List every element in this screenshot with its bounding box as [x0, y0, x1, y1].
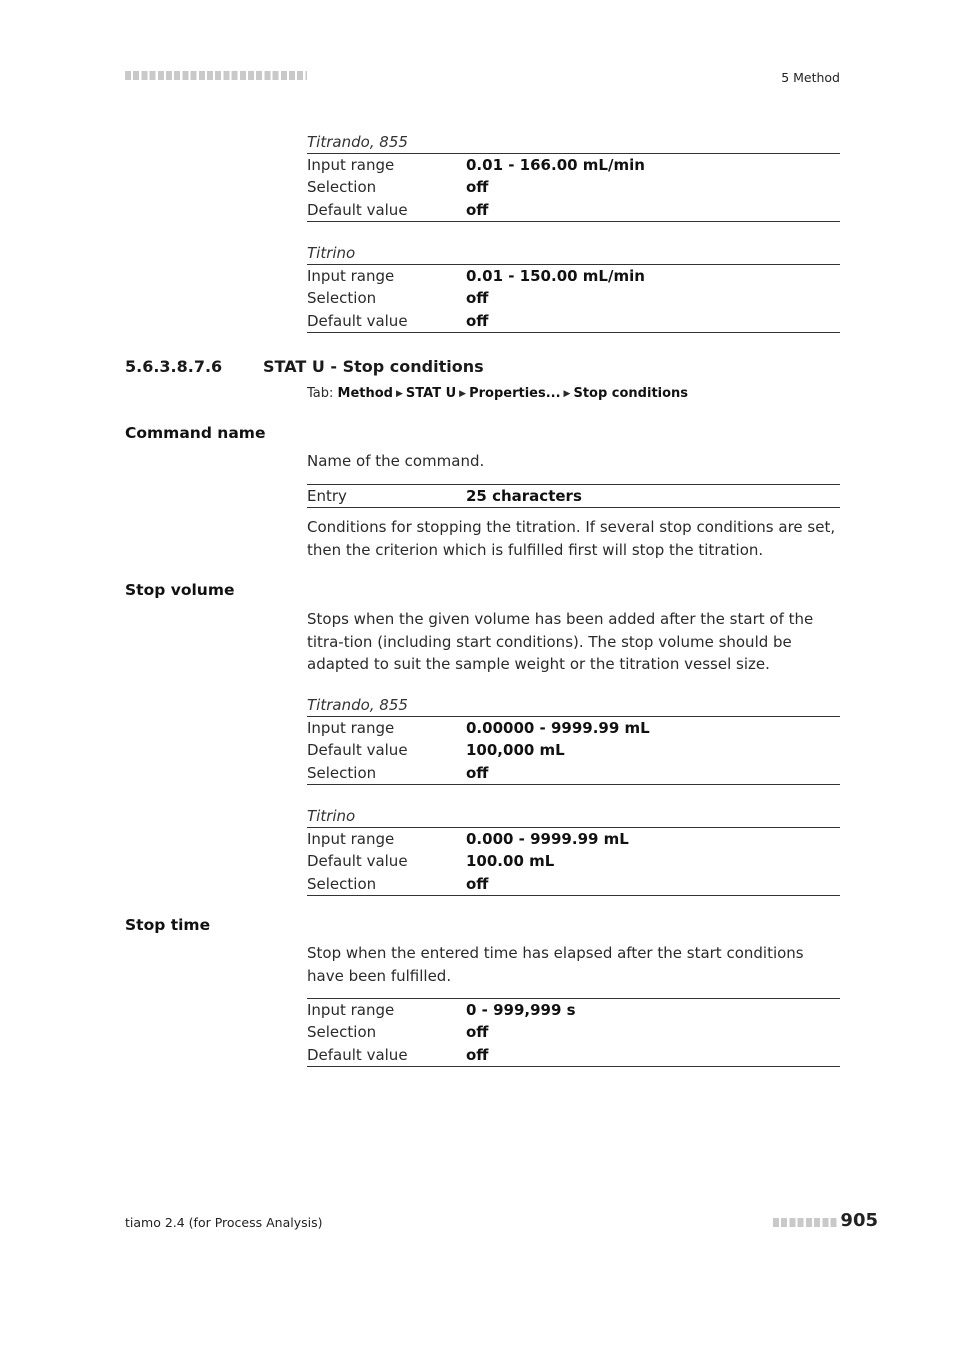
table-row	[307, 485, 840, 507]
row-value: off	[466, 178, 489, 197]
row-value: off	[466, 874, 489, 893]
table-row	[307, 828, 840, 850]
row-key: Entry	[307, 487, 347, 505]
triangle-right-icon: ▶	[563, 389, 571, 399]
header-chapter-label: 5 Method	[781, 70, 840, 85]
stop-conditions-note: Conditions for stopping the titration. If several stop conditions are set, then the criterion which is fulfilled first will stop the titration.	[307, 518, 836, 559]
row-value: 100,000 mL	[466, 741, 565, 760]
row-value: off	[466, 763, 489, 782]
row-value: 0.00000 - 9999.99 mL	[466, 719, 650, 737]
param-table-titrando-855	[307, 694, 840, 785]
row-value: off	[466, 311, 489, 330]
header-dots-decoration	[125, 71, 307, 80]
stop-time-description: Stop when the entered time has elapsed after the start conditions have been fulfilled.	[307, 944, 804, 985]
table-row	[307, 873, 840, 895]
param-table-titrando-855	[307, 131, 840, 222]
breadcrumb-item: Properties...	[469, 386, 561, 401]
row-value: off	[466, 289, 489, 308]
param-table-titrino	[307, 242, 840, 333]
table-row	[307, 199, 840, 221]
breadcrumb-item: Stop conditions	[573, 386, 689, 401]
table-row	[307, 999, 840, 1021]
breadcrumb-item: Method	[337, 386, 393, 401]
row-key: Default value	[307, 741, 408, 760]
row-value: 0 - 999,999 s	[466, 1001, 576, 1019]
row-value: 100.00 mL	[466, 852, 555, 871]
row-value: off	[466, 200, 489, 219]
table-row	[307, 717, 840, 739]
stop-time-heading: Stop time	[125, 916, 211, 934]
table-caption: Titrino	[307, 242, 840, 265]
row-value: off	[466, 1045, 489, 1064]
param-table-titrino	[307, 805, 840, 896]
triangle-right-icon: ▶	[459, 389, 467, 399]
row-key: Input range	[307, 267, 395, 285]
table-caption: Titrando, 855	[307, 131, 840, 154]
table-row	[307, 1021, 840, 1043]
stop-volume-heading: Stop volume	[125, 581, 235, 599]
table-row	[307, 287, 840, 309]
row-value: 25 characters	[466, 487, 582, 505]
section-title: STAT U - Stop conditions	[263, 357, 484, 376]
tab-prefix: Tab:	[307, 386, 334, 401]
section-number: 5.6.3.8.7.6	[125, 357, 223, 376]
footer-doc-title: tiamo 2.4 (for Process Analysis)	[125, 1215, 323, 1230]
table-row	[307, 176, 840, 198]
row-key: Selection	[307, 178, 377, 197]
row-key: Default value	[307, 200, 408, 219]
tab-breadcrumb	[307, 386, 688, 401]
row-key: Input range	[307, 830, 395, 848]
param-table-entry	[307, 484, 840, 508]
table-row	[307, 739, 840, 761]
row-key: Selection	[307, 763, 377, 782]
page-number: 905	[840, 1210, 878, 1231]
command-name-description: Name of the command.	[307, 452, 485, 470]
row-key: Default value	[307, 1045, 408, 1064]
table-row	[307, 310, 840, 332]
table-row	[307, 850, 840, 872]
footer-dots-decoration	[773, 1218, 839, 1227]
command-name-heading: Command name	[125, 424, 266, 442]
triangle-right-icon: ▶	[396, 389, 403, 399]
table-row	[307, 265, 840, 287]
breadcrumb-item: STAT U	[405, 386, 457, 401]
row-key: Selection	[307, 874, 377, 893]
row-key: Selection	[307, 289, 377, 308]
row-key: Selection	[307, 1023, 377, 1042]
row-key: Input range	[307, 1001, 395, 1019]
stop-volume-description: Stops when the given volume has been added after the start of the titra-tion (including start conditions). The stop volume should be adapted to suit the sample weight or the titration vessel size.	[307, 610, 814, 673]
param-table-stop-time	[307, 998, 840, 1067]
table-row	[307, 154, 840, 176]
table-caption: Titrando, 855	[307, 694, 840, 717]
row-value: 0.01 - 166.00 mL/min	[466, 156, 645, 174]
row-key: Input range	[307, 719, 395, 737]
table-caption: Titrino	[307, 805, 840, 828]
table-row	[307, 1044, 840, 1066]
row-key: Default value	[307, 311, 408, 330]
row-value: off	[466, 1023, 489, 1042]
row-value: 0.01 - 150.00 mL/min	[466, 267, 645, 285]
row-key: Default value	[307, 852, 408, 871]
table-row	[307, 762, 840, 784]
row-value: 0.000 - 9999.99 mL	[466, 830, 629, 848]
row-key: Input range	[307, 156, 395, 174]
